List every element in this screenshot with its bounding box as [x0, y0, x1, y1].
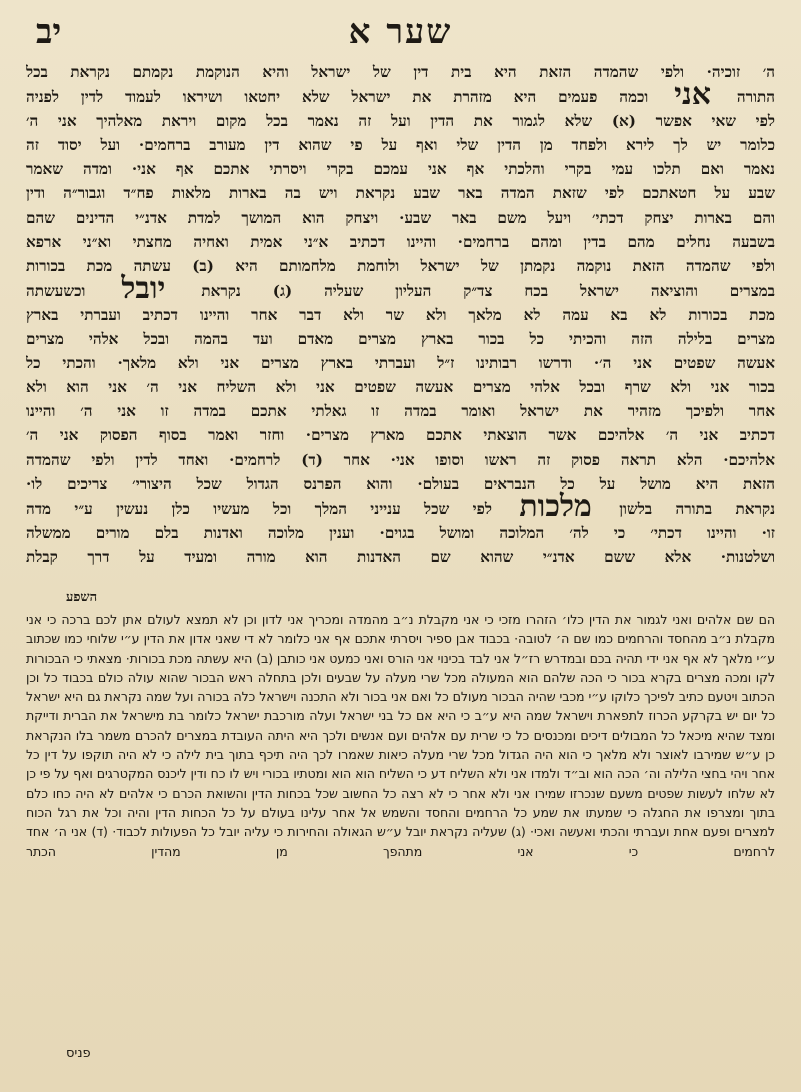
large-word: מלכות	[519, 488, 592, 524]
main-line: אלהיכם· הלא תראה פסוק זה ראשו וסופו אני· אחר (ד) לרחמים· ואחד לדין ולפי שהמדה	[26, 450, 775, 469]
page-header	[26, 8, 775, 60]
main-line: מצרים בלילה הזה והכיתי כל בכור בארץ מצרים מאדם ועד בהמה ובכל אלהי מצרים	[26, 330, 775, 349]
main-line	[26, 270, 775, 306]
main-line: בכור אני ולא שרף ובכל אלהי מצרים אעשה שפטים אני ולא השליח אני ה׳ אני הוא ולא	[26, 378, 775, 397]
main-line: בשבעה נחלים מהם בדין ומהם ברחמים· והיינו דכתיב א״ני אמית ואחיה מחצתי וא״ני ארפא	[26, 232, 775, 251]
main-line: דכתיב אני ה׳ אלהיכם אשר הוצאתי אתכם מארץ מצרים· וחזר ואמר בסוף הפסוק אני ה׳	[26, 426, 775, 445]
main-line: אעשה שפטים אני ה׳· ודרשו רבותינו ז״ל ועברתי בארץ מצרים אני ולא מלאך· והכתי כל	[26, 354, 775, 373]
catchword: פניס	[66, 1046, 91, 1061]
main-line: אחר ולפיכך מזהיר את ישראל ואומר במדה זו גאלתי אתכם במדה זו אני ה׳ והיינו	[26, 402, 775, 421]
page-number: יב	[36, 12, 62, 52]
main-line: ושלטנות· אלא ששם אדנ״י שהוא שם האדנות הוא מורה ומעיד על דרך קבלת	[26, 547, 775, 566]
main-line-fragment: נקראת בתורה בלשון	[619, 499, 775, 518]
large-word: יובל	[121, 270, 166, 306]
main-line: נאמר ואם תלכו עמי בקרי והלכתי אף אני עמכם בקרי ויסרתי אתכם אף אני· ומדה שאמר	[26, 160, 775, 179]
main-line-fragment: לפי שכל ענייני המלך וכל מעשיו כלן נעשין ע״י מדה	[26, 499, 493, 518]
main-line	[26, 488, 775, 524]
main-final-word: השפע	[66, 590, 98, 605]
main-line: והם בארות יצחק דכתי׳ ויעל משם באר שבע· ויצחק הוא המושך למדת אדנ״י הדינים שהם	[26, 208, 775, 227]
main-line: כלומר יש לך לירא ולפחד מן הדין שלי ואף על פי שהוא דין מעורב ברחמים· ועל יסוד זה	[26, 136, 775, 155]
main-line-fragment: התורה	[736, 88, 775, 107]
main-line: ה׳ זוכיה· ולפי שהמדה הזאת היא בית דין של ישראל והיא הנוקמת נקמתם נקראת בכל	[26, 63, 775, 81]
large-word: אני	[674, 77, 712, 113]
main-line-fragment: וכשעשתה	[26, 281, 86, 300]
main-line: מכת בכורות לא בא עמה לא מלאך ולא שר ולא דבר אחר והיינו דכתיב ועברתי בארץ	[26, 305, 775, 324]
commentary-block: הם שם אלהים ואני לגמור את הדין כלו׳ הזהרו מזכי כי אני מקבלת נ״ב מהמדה ומכריך אני לדון וכן לא תמצא לעולם אתן לכם ברכה כי אני מקבלת נ״ב מהחסד והרחמים כמו שם ה׳ לטובה· בכבוד אבן ספיר ויסרתי אתכם אף אני כלומר לא די שאני אדון את הדין ע״י שלוחי כמו שכתוב ע״י מלאך לא אף אני ידי תהיה בכם ובמדרש רז״ל אני לבד בכינוי אני הורס ואני כמעט אני כותבן (ב) היא עשתה מכת בכורות· מצאתי כי הבכורות לקו ומכה מצרים בקרא בכור כי הכה שלהם הוא המעולה מכל שרי מעלה על שבעים ולכן בתחלה ראש הבכור שהוא עולה כולם בכבוד כל וכן הכתוב ויטעם כתיב לפיכך כלוקו ע״י מכבי שהיה הבכור מעולם כל ואם אני בכור ולא התכנה וישראל כלה בכורה ועל שמה נקראת גם היא ישראל כל יום יש בקרקע הכרוז לתפארת וישראל שמה היא ע״ב כי היא אם כל בני ישראל ועלה מורכבת ישראל כלומר בת מישראל את הברית ודייקת ומצד שהיא מיכאל כל המבולים דיכים ומכנסים כל כי שרית עם אלהים ועם אנשים ולכך היא היתה העובדת במצרים להכרם משמר בלו הנקראת כן ע״ש שמירבו לאוצר ולא מלאך כי הוא היה הגדול מכל שרי מעלה כיאות שאמרו לכך היה תיכף בתוך בית לילה כי לא היה תוקפו על דין כל אחר ויהי בחצי הלילה וה׳ הכה הוא וב״ד ולמדו אני ולא השליח דע כי השליח הוא הוא ומטתיו בכורי ויש לו כח ודין ליכנס המקטרגים ואף על פי כן לא שלחו לעשות שפטים משעם שנכרזו שמירו אני ולא אחר כי לא רצה כל החשוב שכל בכחות הדין והשואת הכרם כי אלהים לא היה כחו כלם בתוך ומצרפו את החגלה כי שמעתו את שמע כל הרחמים והחסד והשמש אל אחר עלינו בעולם על כל הכחות הדין והיה וכל את רגל הכוח למצרים ופעם אחת ועברתי והכתי ואעשה ואכי· (ג) שעליה נקראת יובל ע״ש הגאולה והחירות כי עליה יובל כל הפעולות לכבוד· (ד) אני ה׳ אחד לרחמים כי אני מתהפך מן מהדין הכתר	[26, 612, 775, 859]
main-line: הזאת היא מושל על כל הנבראים בעולם· והוא הפרנס הגדול שכל היצורי׳ צריכים לו·	[26, 474, 775, 493]
main-line	[26, 77, 775, 113]
main-line: שבע על חטאתכם לפי שזאת המדה באר שבע נקראת ויש בה בארות מלאות פח״ד וגבור״ה ודין	[26, 184, 775, 203]
main-line: ולפי שהמדה הזאת נוקמה נקמתן של ישראל ולוחמת מלחמותם היא (ב) עשתה מכת בכורות	[26, 256, 775, 275]
main-line-fragment: וכמה פעמים היא מזהרת את ישראל שלא יחטאו ושיראו לעמוד לדין לפניה	[26, 88, 649, 107]
main-line: לפי שאי אפשר (א) שלא לגמור את הדין ועל זה נאמר בכל מקום ויראת מאלהיך אני ה׳	[26, 112, 775, 131]
main-text-block	[26, 60, 775, 590]
main-line: זו· והיינו דכתי׳ כי לה׳ המלוכה ומושל בגוים· וענין מלוכה ואדנות בלם מורים ממשלה	[26, 523, 775, 542]
running-title: שער א	[348, 12, 453, 52]
main-line-fragment: במצרים והוציאה ישראל בכח צד״ק העליון שעליה (ג) נקראת	[201, 281, 775, 300]
